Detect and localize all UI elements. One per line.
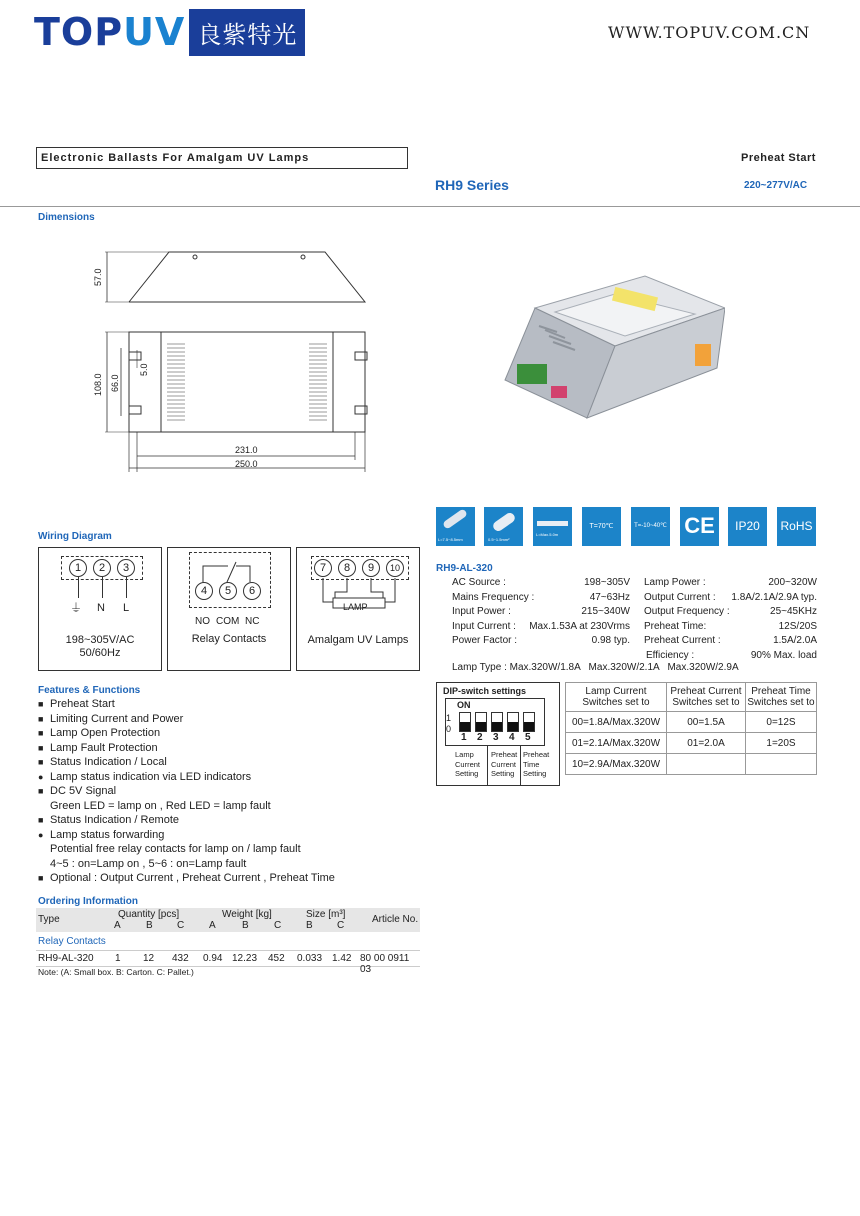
ord-cell-qc: 432 [172, 953, 189, 964]
switch-header-preheat-time: Preheat Time Switches set to [746, 683, 817, 712]
spec-label: Preheat Current : [644, 635, 721, 646]
table-row: 10=2.9A/Max.320W [566, 754, 817, 775]
switch-header-preheat-current: Preheat Current Switches set to [667, 683, 746, 712]
feature-text: Lamp status forwarding [50, 828, 165, 841]
terminal-4: 4 [195, 582, 213, 600]
ordering-subtitle: Relay Contacts [38, 936, 106, 947]
list-item [38, 741, 335, 756]
rohs-text: RoHS [780, 519, 813, 533]
ord-col-article: Article No. [372, 914, 419, 925]
tc-temp-text: T=70℃ [589, 523, 614, 530]
ta-temp-icon [631, 507, 670, 546]
spec-value: 1.8A/2.1A/2.9A typ. [731, 591, 817, 603]
spec-label: Output Frequency : [644, 606, 730, 617]
header-rule [0, 206, 860, 207]
square-bullet-icon: ■ [38, 873, 44, 883]
dot-bullet-icon: ● [38, 829, 44, 840]
product-line-box [36, 147, 408, 169]
ta-temp-text: T=-10~40℃ [634, 523, 667, 529]
features-title: Features & Functions [38, 685, 141, 696]
dip-divider-2 [520, 745, 521, 785]
dip-switch-2 [475, 712, 487, 732]
ord-cell-sb: 0.033 [297, 953, 323, 964]
ce-text: CE [684, 513, 715, 538]
spec-value: 47~63Hz [589, 591, 630, 603]
dim-231: 231.0 [235, 445, 258, 455]
list-item [38, 799, 335, 814]
wire-2 [102, 577, 103, 598]
ord-cell-wc: 452 [268, 953, 285, 964]
ord-cell-wb: 12.23 [232, 953, 258, 964]
grille-left [167, 344, 185, 420]
terminal-2: 2 [93, 559, 111, 577]
square-bullet-icon: ■ [38, 757, 44, 767]
ord-group-size: Size [m³] [306, 909, 346, 920]
wiring-box-mains [38, 547, 162, 671]
dim-108: 108.0 [93, 373, 103, 396]
ord-cell-type: RH9-AL-320 [38, 953, 94, 964]
spec-value: 90% Max. load [750, 649, 817, 661]
dip-num-1: 1 [461, 732, 467, 743]
top-view [105, 332, 367, 432]
ord-cell-article: 80 00 0911 03 [360, 953, 410, 975]
wiring-box-relay [167, 547, 291, 671]
spec-label: Output Current : [644, 591, 716, 603]
spec-label: Input Power : [452, 606, 511, 617]
spec-label: Power Factor : [452, 635, 518, 646]
grille-right [309, 344, 327, 420]
feature-text: Lamp Open Protection [50, 727, 161, 739]
ip20-text: IP20 [735, 519, 760, 533]
list-item [38, 726, 335, 741]
terminal-3: 3 [117, 559, 135, 577]
feature-text: Lamp Fault Protection [50, 741, 158, 754]
dimension-drawing [85, 240, 385, 480]
lamp-length-text: L=7.5~8.5mm [438, 537, 463, 542]
mains-caption-1: 198~305V/AC [65, 634, 135, 646]
list-item [38, 857, 335, 872]
dip-1: 1 [446, 713, 452, 723]
square-bullet-icon: ■ [38, 742, 44, 753]
list-item [38, 712, 335, 727]
spec-value: 25~45KHz [770, 606, 817, 617]
dim-250: 250.0 [235, 459, 258, 469]
mains-caption-2: 50/60Hz [79, 647, 121, 659]
logo-uv: UV [123, 10, 186, 54]
series-title: RH9 Series [435, 177, 509, 193]
wiring-box-lamp [296, 547, 420, 671]
logo [34, 12, 305, 52]
feature-text: Preheat Start [50, 698, 115, 710]
dip-caption-2: Preheat Current Setting [491, 750, 518, 778]
ip20-icon [728, 507, 767, 546]
ordering-title: Ordering Information [38, 896, 138, 907]
spec-value: 0.98 typ. [591, 635, 630, 646]
website: WWW.TOPUV.COM.CN [608, 23, 811, 42]
feature-text: 4~5 : on=Lamp on , 5~6 : on=Lamp fault [50, 857, 247, 870]
product-line: Electronic Ballasts For Amalgam UV Lamps [41, 152, 310, 164]
feature-text: Lamp status indication via LED indicators [50, 770, 252, 783]
list-item [38, 813, 335, 828]
square-bullet-icon: ■ [38, 815, 44, 825]
wire-3 [126, 577, 127, 598]
dip-panel [436, 682, 560, 786]
dip-num-2: 2 [477, 732, 483, 743]
dim-5: 5.0 [139, 363, 149, 376]
square-bullet-icon: ■ [38, 713, 44, 724]
spec-label: Lamp Power : [644, 577, 706, 588]
feature-text: Optional : Output Current , Preheat Current , Preheat Time [50, 872, 335, 884]
ce-icon [680, 507, 719, 546]
ord-sub-c: C [177, 920, 185, 931]
terminal-7: 7 [314, 559, 332, 577]
switch-table [565, 682, 817, 775]
terminal-1: 1 [69, 559, 87, 577]
table-row: 01=2.1A/Max.320W 01=2.0A 1=20S [566, 733, 817, 754]
dip-num-3: 3 [493, 732, 499, 743]
spec-label: Preheat Time: [644, 620, 707, 632]
ordering-header [36, 908, 420, 932]
relay-caption: Relay Contacts [191, 633, 267, 645]
cable-length-icon [533, 507, 572, 546]
feature-text: Green LED = lamp on , Red LED = lamp fault [50, 799, 271, 812]
dimensions-title: Dimensions [38, 212, 95, 223]
ord-sub-sc: C [337, 920, 345, 931]
ord-cell-qb: 12 [143, 953, 155, 964]
lamp-caption: Amalgam UV Lamps [307, 634, 409, 646]
list-item [38, 697, 335, 712]
switch-header-lamp: Lamp Current Switches set to [566, 683, 667, 712]
voltage: 220~277V/AC [744, 180, 808, 191]
ord-cell-wa: 0.94 [203, 953, 223, 964]
dip-title: DIP-switch settings [443, 686, 527, 696]
rohs-icon [777, 507, 816, 546]
dip-caption-3: Preheat Time Setting [523, 750, 550, 778]
dip-divider-1 [487, 745, 488, 785]
ord-col-type: Type [38, 914, 60, 925]
spec-label: AC Source : [452, 577, 506, 588]
spec-value: 12S/20S [778, 620, 817, 632]
spec-value: 198~305V [584, 577, 630, 588]
start-type: Preheat Start [741, 152, 816, 164]
feature-text: Potential free relay contacts for lamp on / lamp fault [50, 843, 301, 855]
terminal-8: 8 [338, 559, 356, 577]
dim-57: 57.0 [93, 268, 103, 286]
lamp-label: LAMP [343, 602, 368, 612]
square-bullet-icon: ■ [38, 786, 44, 796]
label-l: L [123, 602, 130, 614]
dip-on: ON [457, 700, 471, 710]
lamp-type: Lamp Type : Max.320W/1.8A Max.320W/2.1A Max.320W/2.9A [452, 662, 739, 673]
wiring-title: Wiring Diagram [38, 531, 112, 542]
ord-sub-a: A [114, 920, 121, 931]
ord-sub-wb: B [242, 920, 249, 931]
feature-text: Limiting Current and Power [50, 712, 184, 725]
spec-value: 200~320W [768, 577, 817, 588]
logo-text [34, 10, 186, 54]
label-com: COM [216, 616, 240, 627]
cable-length-text: L=Max.5.0m [536, 532, 559, 537]
feature-text: Status Indication / Local [50, 756, 167, 768]
label-n: N [97, 602, 105, 614]
dip-switch-5 [523, 712, 535, 732]
ordering-note: Note: (A: Small box. B: Carton. C: Pallet.) [38, 967, 194, 977]
list-item [38, 828, 335, 843]
ord-sub-wa: A [209, 920, 216, 931]
label-nc: NC [245, 616, 260, 627]
list-item [38, 755, 335, 770]
square-bullet-icon: ■ [38, 728, 44, 738]
product-photo [495, 268, 725, 438]
list-item [38, 784, 335, 799]
side-profile [105, 252, 365, 302]
tc-temp-icon [582, 507, 621, 546]
ord-group-qty: Quantity [pcs] [118, 909, 180, 920]
ord-sub-sb: B [306, 920, 313, 931]
logo-top: TOP [34, 10, 124, 54]
spec-label: Input Current : [452, 620, 516, 632]
switch-table-header [566, 683, 817, 712]
square-bullet-icon: ■ [38, 699, 44, 709]
model-title: RH9-AL-320 [436, 563, 493, 574]
spec-label: Mains Frequency : [452, 591, 535, 603]
spec-value: 215~340W [581, 606, 630, 617]
dip-switch-1 [459, 712, 471, 732]
dip-caption-1: Lamp Current Setting [455, 750, 481, 778]
dip-0: 0 [446, 724, 452, 734]
spec-value: 1.5A/2.0A [773, 635, 817, 646]
dip-num-5: 5 [525, 732, 531, 743]
lamp-length-icon [436, 507, 475, 546]
terminal-9: 9 [362, 559, 380, 577]
terminal-6: 6 [243, 582, 261, 600]
ord-group-weight: Weight [kg] [222, 909, 272, 920]
cable-text: 0.5~1.5mm² [488, 537, 510, 542]
dip-switch-3 [491, 712, 503, 732]
list-item [38, 842, 335, 857]
ord-cell-qa: 1 [115, 953, 121, 964]
dot-bullet-icon: ● [38, 771, 44, 782]
features-list [38, 697, 335, 886]
dim-66: 66.0 [110, 374, 120, 392]
feature-text: Status Indication / Remote [50, 814, 180, 826]
spec-label: Efficiency : [646, 649, 695, 661]
table-row: 00=1.8A/Max.320W 00=1.5A 0=12S [566, 712, 817, 733]
cable-icon [484, 507, 523, 546]
ord-sub-b: B [146, 920, 153, 931]
list-item [38, 770, 335, 785]
dip-num-4: 4 [509, 732, 515, 743]
label-no: NO [195, 616, 210, 627]
feature-text: DC 5V Signal [50, 785, 117, 797]
ground-icon: ⏚ [70, 601, 83, 615]
terminal-10: 10 [386, 559, 404, 577]
list-item [38, 871, 335, 886]
dip-switch-4 [507, 712, 519, 732]
spec-value: Max.1.53A at 230Vrms [529, 620, 630, 632]
ord-sub-wc: C [274, 920, 282, 931]
wire-1 [78, 577, 79, 598]
ord-cell-sc: 1.42 [332, 953, 352, 964]
terminal-5: 5 [219, 582, 237, 600]
relay-switch [198, 558, 258, 584]
logo-cn: 良紫特光 [189, 9, 305, 56]
